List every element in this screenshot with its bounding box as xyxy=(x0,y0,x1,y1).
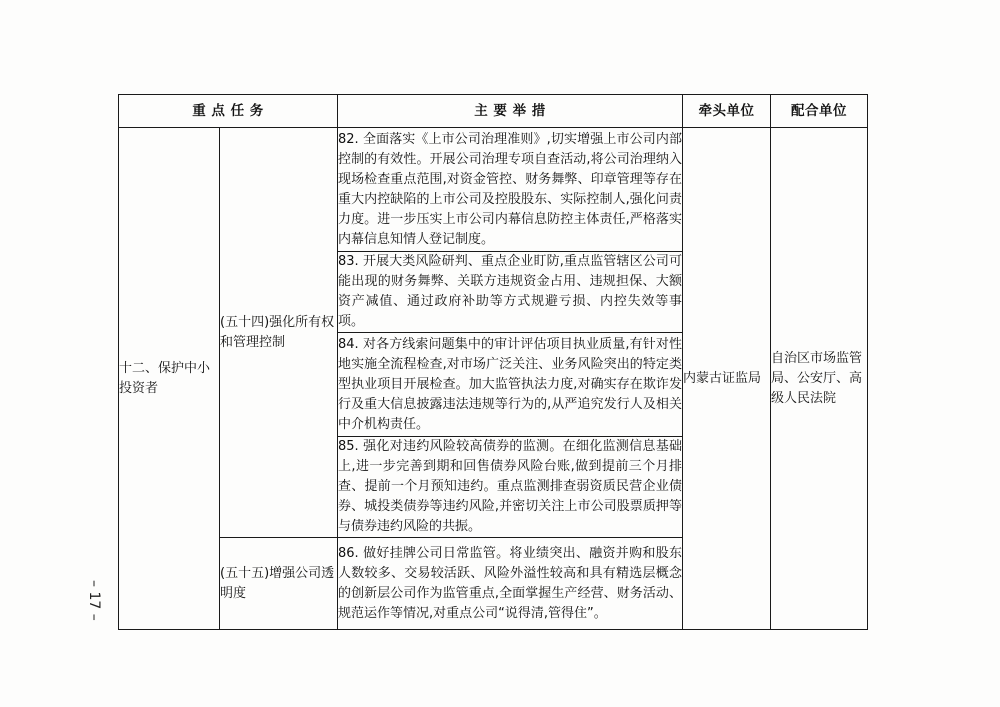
table-header-row xyxy=(119,95,868,128)
subtask-55-cell: (五十五)增强公司透明度 xyxy=(220,538,338,630)
measure-85-cell: 85. 强化对违约风险较高债券的监测。在细化监测信息基础上,进一步完善到期和回售债券风险台账,做到提前三个月排查、提前一个月预知违约。重点监测排查弱资质民营企业债券、城投类债券等违约风险,并密切关注上市公司股票质押等与债券违约风险的共振。 xyxy=(338,437,683,538)
header-partner-unit: 配合单位 xyxy=(771,95,868,128)
header-lead-unit: 牵头单位 xyxy=(683,95,771,128)
measure-86-cell: 86. 做好挂牌公司日常监管。将业绩突出、融资并购和股东人数较多、交易较活跃、风险外溢性较高和具有精选层概念的创新层公司作为监管重点,全面掌握生产经营、财务活动、规范运作等情况,对重点公司“说得清,管得住”。 xyxy=(338,538,683,630)
header-key-tasks: 重 点 任 务 xyxy=(119,95,338,128)
page-number: – 17 – xyxy=(86,579,102,621)
task-table xyxy=(118,94,868,630)
measure-82-cell: 82. 全面落实《上市公司治理准则》,切实增强上市公司内部控制的有效性。开展公司治理专项自查活动,将公司治理纳入现场检查重点范围,对资金管控、财务舞弊、印章管理等存在重大内控缺陷的上市公司及控股股东、实际控制人,强化问责力度。进一步压实上市公司内幕信息防控主体责任,严格落实内幕信息知情人登记制度。 xyxy=(338,128,683,252)
subtask-54-cell: (五十四)强化所有权和管理控制 xyxy=(220,128,338,538)
lead-unit-cell: 内蒙古证监局 xyxy=(683,128,771,630)
table-row xyxy=(119,128,868,252)
measure-84-cell: 84. 对各方线索问题集中的审计评估项目执业质量,有针对性地实施全流程检查,对市场广泛关注、业务风险突出的特定类型执业项目开展检查。加大监管执法力度,对确实存在欺诈发行及重大信息披露违法违规等行为的,从严追究发行人及相关中介机构责任。 xyxy=(338,333,683,437)
partner-unit-cell: 自治区市场监管局、公安厅、高级人民法院 xyxy=(771,128,868,630)
category-cell: 十二、保护中小投资者 xyxy=(119,128,220,630)
measure-83-cell: 83. 开展大类风险研判、重点企业盯防,重点监管辖区公司可能出现的财务舞弊、关联方违规资金占用、违规担保、大额资产减值、通过政府补助等方式规避亏损、内控失效等事项。 xyxy=(338,252,683,333)
header-main-measures: 主 要 举 措 xyxy=(338,95,683,128)
